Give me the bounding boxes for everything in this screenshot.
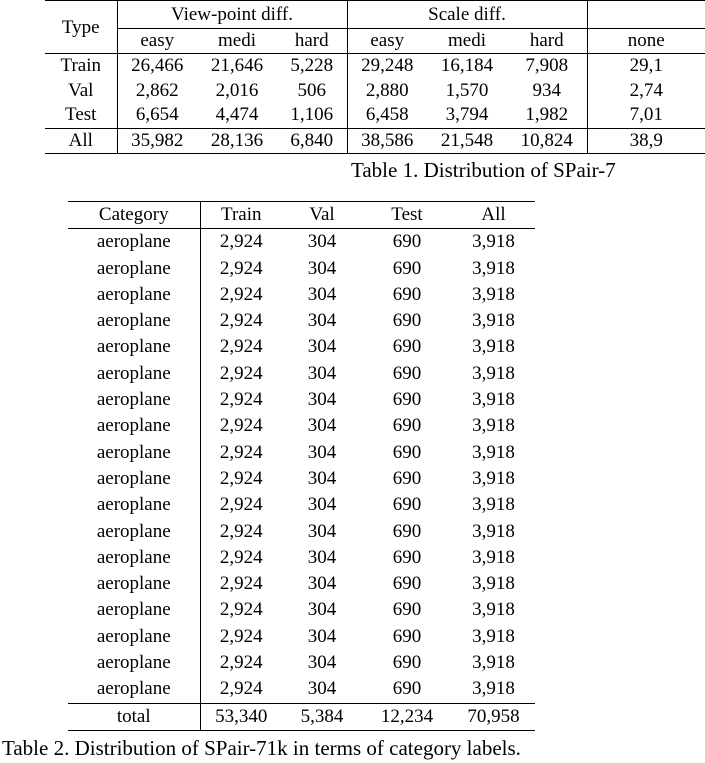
test-cell: 12,234 (362, 703, 452, 730)
subheader-cell: medi (197, 29, 277, 54)
table-row (68, 387, 535, 413)
test-cell: 690 (392, 494, 422, 516)
row-label: Train (45, 54, 117, 79)
table-cell: 1,570 (445, 79, 489, 101)
type-header: Type (45, 1, 117, 54)
val-cell: 304 (307, 652, 337, 674)
table-cell: 7,01 (629, 104, 663, 125)
table-row (68, 466, 535, 492)
table-row (68, 229, 535, 256)
table-cell: 6,458 (365, 104, 409, 125)
category-cell: aeroplane (68, 624, 200, 650)
all-cell: 3,918 (472, 362, 515, 384)
table-cell: 6,654 (135, 104, 179, 125)
table-row (68, 256, 535, 282)
category-cell: aeroplane (68, 440, 200, 466)
table-row (45, 79, 705, 104)
table-row (68, 519, 535, 545)
column-header: Val (282, 202, 362, 229)
train-cell: 2,924 (219, 415, 263, 437)
table-row (68, 597, 535, 623)
test-cell: 690 (392, 336, 422, 358)
table-cell: 29,1 (629, 55, 663, 76)
train-cell: 2,924 (219, 336, 263, 358)
table-row (45, 54, 705, 79)
table-cell: 4,474 (215, 104, 259, 125)
all-cell: 3,918 (472, 599, 515, 621)
test-cell: 690 (392, 283, 422, 305)
val-cell: 304 (307, 520, 337, 542)
all-cell: 3,918 (472, 310, 515, 332)
table-2-caption: Table 2. Distribution of SPair-71k in terms of category labels. (2, 736, 521, 760)
category-cell: aeroplane (68, 413, 200, 439)
table-cell: 29,248 (361, 55, 414, 76)
table-cell: 7,908 (507, 54, 587, 79)
val-cell: 304 (307, 599, 337, 621)
train-cell: 2,924 (219, 231, 263, 253)
row-label: Val (45, 79, 117, 104)
table-row (45, 103, 705, 128)
category-cell: aeroplane (68, 229, 200, 256)
train-cell: 2,924 (219, 362, 263, 384)
table-cell: 1,982 (507, 103, 587, 128)
test-cell: 690 (392, 599, 422, 621)
all-cell: 3,918 (472, 415, 515, 437)
scale-group-header: Scale diff. (347, 1, 587, 29)
test-cell: 690 (392, 415, 422, 437)
train-cell: 2,924 (219, 652, 263, 674)
val-cell: 304 (307, 573, 337, 595)
train-cell: 2,924 (219, 625, 263, 647)
test-cell: 690 (392, 389, 422, 411)
val-cell: 304 (307, 467, 337, 489)
subheader-cell: hard (507, 29, 587, 54)
table-cell: 10,824 (507, 128, 587, 154)
train-cell: 2,924 (219, 389, 263, 411)
all-cell: 3,918 (472, 652, 515, 674)
table-cell: 3,794 (445, 104, 489, 125)
subheader-cell: medi (427, 29, 507, 54)
column-header: Category (68, 202, 200, 229)
category-cell: aeroplane (68, 519, 200, 545)
table-cell: 28,136 (197, 128, 277, 154)
test-cell: 690 (392, 546, 422, 568)
table-cell: 6,840 (277, 128, 347, 154)
all-cell: 3,918 (472, 678, 515, 700)
table-row (68, 545, 535, 571)
table-row (68, 334, 535, 360)
train-cell: 2,924 (219, 546, 263, 568)
train-cell: 2,924 (219, 310, 263, 332)
all-cell: 3,918 (472, 231, 515, 253)
table-row (68, 413, 535, 439)
category-cell: aeroplane (68, 256, 200, 282)
category-cell: aeroplane (68, 466, 200, 492)
train-cell: 2,924 (219, 520, 263, 542)
column-header: Train (200, 202, 282, 229)
test-cell: 690 (392, 652, 422, 674)
table-cell: 2,880 (365, 79, 409, 101)
val-cell: 304 (307, 336, 337, 358)
all-cell: 3,918 (472, 257, 515, 279)
table-1-difficulty-distribution (45, 0, 705, 154)
category-cell: aeroplane (68, 387, 200, 413)
extra-group-header (587, 1, 705, 29)
subheader-cell: easy (347, 29, 427, 54)
test-cell: 690 (392, 678, 422, 700)
val-cell: 304 (307, 415, 337, 437)
test-cell: 690 (392, 257, 422, 279)
category-cell: aeroplane (68, 571, 200, 597)
table-row (68, 676, 535, 703)
column-header: Test (362, 202, 452, 229)
table-cell: 1,106 (277, 103, 347, 128)
table-cell: 21,548 (427, 128, 507, 154)
category-cell: total (68, 703, 200, 730)
test-cell: 690 (392, 520, 422, 542)
category-cell: aeroplane (68, 361, 200, 387)
table-row (68, 282, 535, 308)
table-cell: 21,646 (210, 55, 264, 76)
all-cell: 70,958 (452, 703, 535, 730)
category-cell: aeroplane (68, 650, 200, 676)
train-cell: 2,924 (219, 678, 263, 700)
val-cell: 304 (307, 389, 337, 411)
train-cell: 2,924 (219, 441, 263, 463)
table-row (68, 361, 535, 387)
category-cell: aeroplane (68, 492, 200, 518)
row-label: All (45, 128, 117, 154)
val-cell: 304 (307, 257, 337, 279)
table-cell: 2,74 (629, 79, 663, 101)
all-cell: 3,918 (472, 441, 515, 463)
category-cell: aeroplane (68, 676, 200, 703)
table-cell: 35,982 (117, 128, 197, 154)
val-cell: 5,384 (282, 703, 362, 730)
train-cell: 2,924 (219, 467, 263, 489)
viewpoint-group-header: View-point diff. (117, 1, 347, 29)
subheader-cell: hard (277, 29, 347, 54)
train-cell: 2,924 (219, 283, 263, 305)
table-cell: 2,016 (215, 79, 259, 101)
test-cell: 690 (392, 467, 422, 489)
test-cell: 690 (392, 310, 422, 332)
total-row (68, 703, 535, 730)
all-cell: 3,918 (472, 336, 515, 358)
table-row (68, 650, 535, 676)
subheader-cell: none (587, 29, 705, 54)
val-cell: 304 (307, 441, 337, 463)
table-row (68, 571, 535, 597)
table-cell: 26,466 (131, 55, 184, 76)
val-cell: 304 (307, 494, 337, 516)
total-row (45, 128, 705, 154)
test-cell: 690 (392, 362, 422, 384)
val-cell: 304 (307, 362, 337, 384)
column-header: All (452, 202, 535, 229)
all-cell: 3,918 (472, 625, 515, 647)
category-cell: aeroplane (68, 282, 200, 308)
row-label: Test (45, 103, 117, 128)
val-cell: 304 (307, 231, 337, 253)
table-cell: 38,9 (587, 128, 705, 154)
val-cell: 304 (307, 678, 337, 700)
val-cell: 304 (307, 283, 337, 305)
table-cell: 38,586 (347, 128, 427, 154)
table-cell: 934 (507, 79, 587, 104)
category-cell: aeroplane (68, 597, 200, 623)
test-cell: 690 (392, 625, 422, 647)
subheader-cell: easy (117, 29, 197, 54)
all-cell: 3,918 (472, 389, 515, 411)
category-cell: aeroplane (68, 545, 200, 571)
table-cell: 506 (277, 79, 347, 104)
table-row (68, 492, 535, 518)
table-row (68, 440, 535, 466)
all-cell: 3,918 (472, 283, 515, 305)
all-cell: 3,918 (472, 494, 515, 516)
train-cell: 2,924 (219, 599, 263, 621)
train-cell: 2,924 (219, 573, 263, 595)
table-cell: 5,228 (277, 54, 347, 79)
test-cell: 690 (392, 441, 422, 463)
val-cell: 304 (307, 625, 337, 647)
val-cell: 304 (307, 546, 337, 568)
all-cell: 3,918 (472, 467, 515, 489)
table-2-category-distribution (68, 201, 535, 731)
table-cell: 16,184 (440, 55, 494, 76)
train-cell: 53,340 (200, 703, 282, 730)
table-row (68, 624, 535, 650)
all-cell: 3,918 (472, 520, 515, 542)
val-cell: 304 (307, 310, 337, 332)
table-1-caption: Table 1. Distribution of SPair-7 (351, 158, 616, 182)
train-cell: 2,924 (219, 257, 263, 279)
table-row (68, 308, 535, 334)
category-cell: aeroplane (68, 308, 200, 334)
train-cell: 2,924 (219, 494, 263, 516)
table-cell: 2,862 (135, 79, 179, 101)
all-cell: 3,918 (472, 546, 515, 568)
test-cell: 690 (392, 231, 422, 253)
all-cell: 3,918 (472, 573, 515, 595)
test-cell: 690 (392, 573, 422, 595)
category-cell: aeroplane (68, 334, 200, 360)
